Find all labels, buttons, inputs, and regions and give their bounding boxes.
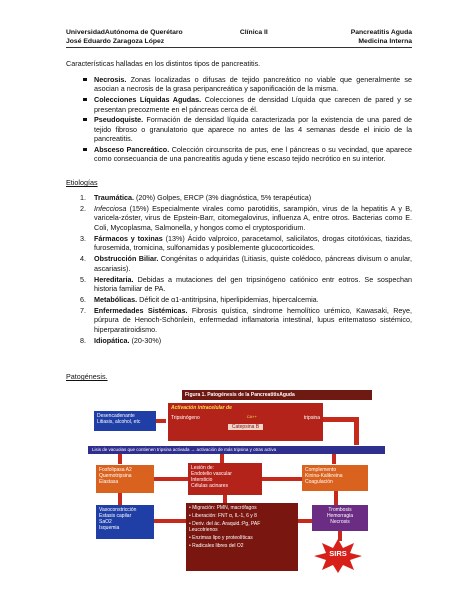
mediator-item: • Deriv. del ác. Araquid.:Pg, PAF Leucotrienos — [189, 521, 261, 533]
mediators-box — [186, 503, 298, 571]
term: Necrosis. — [94, 75, 127, 84]
item-number: 4. — [80, 254, 86, 264]
term: Infecciosa — [94, 204, 127, 214]
bullet-square-icon — [83, 118, 87, 122]
enzymes-box: Fosfolipasa A2 Quemotripsina Elastasa — [96, 465, 154, 493]
lesion-box: Lesión de: Endotelio vascular Intersticio Células acinares — [188, 463, 262, 495]
list-item — [66, 204, 412, 232]
item-number: 2. — [80, 204, 86, 214]
definition: (20-30%) — [129, 335, 162, 345]
arrow-icon — [154, 477, 188, 481]
calcium-label: CA++ — [246, 414, 257, 419]
section-title-patogenesis: Patogénesis. — [66, 372, 108, 381]
definition: Congénitas o adquiridas (Litiasis, quiste colédoco, páncreas divisum o anular, ascariasis). — [94, 254, 412, 273]
term: Absceso Pancreático. — [94, 145, 170, 155]
arrow-icon — [223, 495, 227, 503]
arrow-icon — [118, 493, 122, 505]
definition: Colecciones de densidad Líquida que carecen de pared y se presentan precozmente en el páncreas cerca de él. — [94, 95, 412, 114]
term: Traumática. — [94, 193, 134, 202]
mediator-item: • Radicales libres del O2 — [189, 543, 244, 549]
term: Obstrucción Biliar. — [94, 254, 159, 264]
item-number: 1. — [80, 193, 86, 202]
definition: Colección circunscrita de pus, ene l páncreas o su vecindad, que aparece como consecuancia de una pancreatitis aguda y tiene escaso tejido necrótico en su interior. — [94, 145, 412, 164]
definition: (15%) Especialmente virales como parotiditis, sarampión, virus de la hepatitis A y B, varicela-zóster, virus de Epstein-Barr, citomegalovirus, influenza A, entre otros. Bacterias como E. Coli, Mycoplasma, Salmonella, y hongos como el cryptosporidium. — [94, 204, 412, 232]
definition: Déficit de α1-antitripsina, hiperlipidemias, hipercalcemia. — [137, 295, 319, 305]
header-department: Medicina Interna — [358, 38, 413, 46]
arrow-icon — [354, 417, 359, 445]
mediator-item: • Liberación: FNT α, IL-1, 6 y 8 — [189, 513, 257, 519]
page-header — [66, 28, 412, 46]
definition: Zonas localizadas o difusas de tejido pancreático no viable que generalmente se asocian a necrosis de la grasa peripancreática y saponificación de la misma. — [94, 75, 412, 94]
list-item — [66, 234, 412, 253]
pathogenesis-figure — [88, 389, 385, 583]
vasoconstriction-box: Vasoconstricción Estasis capilar SaO2 Isquemia — [96, 505, 154, 539]
list-item — [66, 306, 412, 334]
term: Idiopática. — [94, 335, 130, 345]
arrow-icon — [262, 477, 302, 481]
activation-label: Activación intracelular de — [171, 405, 232, 411]
header-course: Clínica II — [239, 29, 268, 36]
intro-text: Características halladas en los distintos tipos de pancreatitis. — [66, 59, 261, 68]
list-item — [66, 145, 412, 164]
arrow-icon — [118, 454, 122, 464]
list-item — [66, 193, 412, 202]
arrow-icon — [154, 519, 186, 523]
bullet-square-icon — [83, 98, 87, 102]
trypsinogen-label: Tripsinógeno — [171, 415, 200, 421]
item-number: 7. — [80, 306, 86, 316]
bullet-square-icon — [83, 148, 87, 152]
list-item — [66, 336, 412, 345]
term: Metabólicas. — [94, 295, 138, 305]
definition: Debidas a mutaciones del gen tripsinógeno catiónico entr eotros. Se sospechan historia familiar de PA. — [94, 274, 412, 293]
sirs-label: SIRS — [329, 549, 347, 558]
header-university: UniversidadAutónoma de Querétaro — [66, 29, 183, 36]
list-item — [66, 75, 412, 94]
list-item — [66, 295, 412, 304]
arrow-icon — [298, 519, 312, 523]
arrow-icon — [156, 419, 166, 423]
list-item — [66, 95, 412, 114]
mediator-item: • Enzimas lipo y proteolíticas — [189, 535, 253, 541]
header-author: José Eduardo Zaragoza López — [66, 38, 165, 46]
trypsin-label: tripsina — [303, 415, 320, 421]
arrow-icon — [334, 491, 338, 505]
etiologias-list — [66, 193, 412, 347]
figure-title: Figura 1. Patogénesis de la PancreatitisAguda — [182, 390, 372, 400]
bullet-square-icon — [83, 78, 87, 82]
list-item — [66, 254, 412, 273]
mediator-item: • Migración: PMN, macrófagos — [189, 505, 257, 511]
trigger-box: Desencadenante Litiasis, alcohol, etc — [94, 411, 156, 431]
term: Pseudoquiste. — [94, 115, 144, 125]
definition: (20%) Golpes, ERCP (3% diagnóstica, 5% terapéutica) — [133, 193, 312, 202]
pancreatitis-types-list — [66, 75, 412, 165]
definition: (13%) Ácido valproico, paracetamol, salicilatos, drogas citotóxicas, tiazidas, furosemida, tromicina, sulfonamidas y posiblemente glucocorticoides. — [94, 233, 412, 253]
item-number: 5. — [80, 274, 86, 284]
definition: Formación de densidad líquida caracterizada por la existencia de una pared de tejido fibroso o granulatorio que aparece no antes de las 4 semanas desde el inicio de la pancreatitis. — [94, 115, 412, 144]
complement-box: Complemento Kinina-Kalikreina Coagulación — [302, 465, 368, 491]
vacuole-lysis-band: Lisis de vacuolas que contienen tripsina activada → activación de más tripsina y otras activa — [88, 446, 385, 454]
list-item — [66, 115, 412, 143]
item-number: 6. — [80, 295, 86, 305]
item-number: 8. — [80, 335, 86, 345]
item-number: 3. — [80, 233, 86, 243]
header-topic: Pancreatitis Aguda — [350, 29, 413, 36]
arrow-icon — [332, 454, 336, 464]
term: Hereditaria. — [94, 274, 134, 284]
term: Colecciones Líquidas Agudas. — [94, 95, 202, 105]
term: Fármacos y toxinas — [94, 233, 163, 243]
cathepsin-label: Catepsina B — [228, 424, 263, 430]
list-item — [66, 275, 412, 294]
term: Enfermedades Sistémicas. — [94, 306, 188, 316]
section-title-etiologias: Etiologías — [66, 178, 98, 187]
definition: Fibrosis quística, síndrome hemolítico urémico, Kawasaki, Reye, púrpura de Henoch-Schönlein, enfermedad inflamatoria intestinal, lupus eritematoso sistémico, hiperparatiroidismo. — [94, 306, 413, 334]
thrombosis-box: Trombosis Hemorragia Necrosis — [312, 505, 368, 531]
header-divider — [66, 47, 412, 48]
activation-box — [168, 403, 323, 441]
